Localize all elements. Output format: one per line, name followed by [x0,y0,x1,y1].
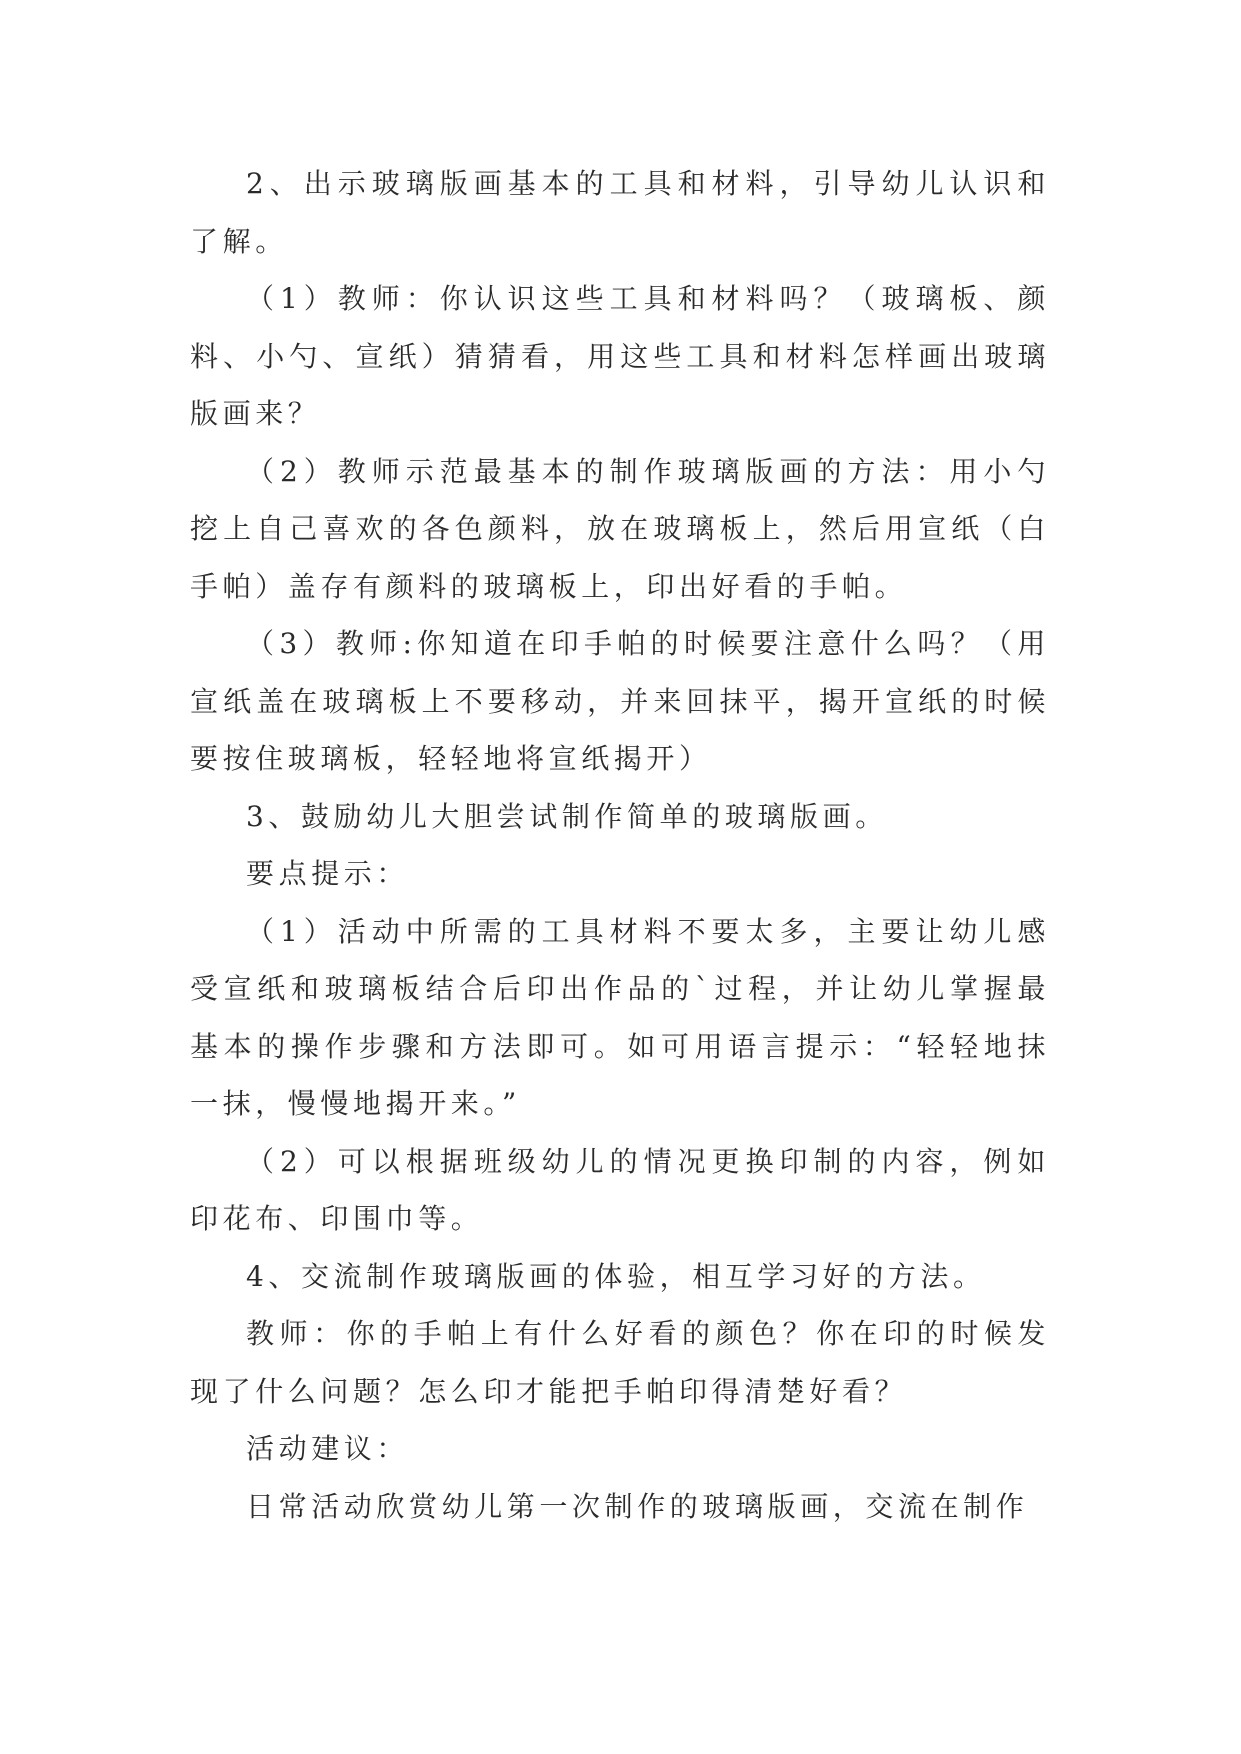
paragraph-teacher-question: 教师：你的手帕上有什么好看的颜色？你在印的时候发现了什么问题？怎么印才能把手帕印得清楚好看？ [190,1317,1050,1408]
paragraph-key-point-1: （1）活动中所需的工具材料不要太多，主要让幼儿感受宣纸和玻璃板结合后印出作品的`过程，并让幼儿掌握最基本的操作步骤和方法即可。如可用语言提示：“轻轻地抹一抹，慢慢地揭开来。” [190,914,1050,1120]
paragraph-caution-3: （3）教师:你知道在印手帕的时候要注意什么吗？（用宣纸盖在玻璃板上不要移动，并来回抹平，揭开宣纸的时候要按住玻璃板，轻轻地将宣纸揭开） [190,627,1050,775]
paragraph-question-1: （1）教师：你认识这些工具和材料吗？（玻璃板、颜料、小勺、宣纸）猜猜看，用这些工具和材料怎样画出玻璃版画来？ [190,282,1050,430]
paragraph-key-point-2: （2）可以根据班级幼儿的情况更换印制的内容，例如印花布、印围巾等。 [190,1144,1050,1235]
paragraph-key-points-heading: 要点提示： [246,857,410,890]
document-body [190,155,1050,1535]
paragraph-suggestions-heading: 活动建议： [246,1432,410,1465]
paragraph-step-3: 3、鼓励幼儿大胆尝试制作简单的玻璃版画。 [246,799,888,833]
paragraph-daily-activity: 日常活动欣赏幼儿第一次制作的玻璃版画，交流在制作 [246,1489,1029,1523]
paragraph-demonstration-2: （2）教师示范最基本的制作玻璃版画的方法：用小勺挖上自己喜欢的各色颜料，放在玻璃板上，然后用宣纸（白手帕）盖存有颜料的玻璃板上，印出好看的手帕。 [190,454,1050,603]
paragraph-step-4: 4、交流制作玻璃版画的体验，相互学习好的方法。 [246,1259,986,1293]
paragraph-step-2: 2、出示玻璃版画基本的工具和材料，引导幼儿认识和了解。 [190,167,1050,258]
